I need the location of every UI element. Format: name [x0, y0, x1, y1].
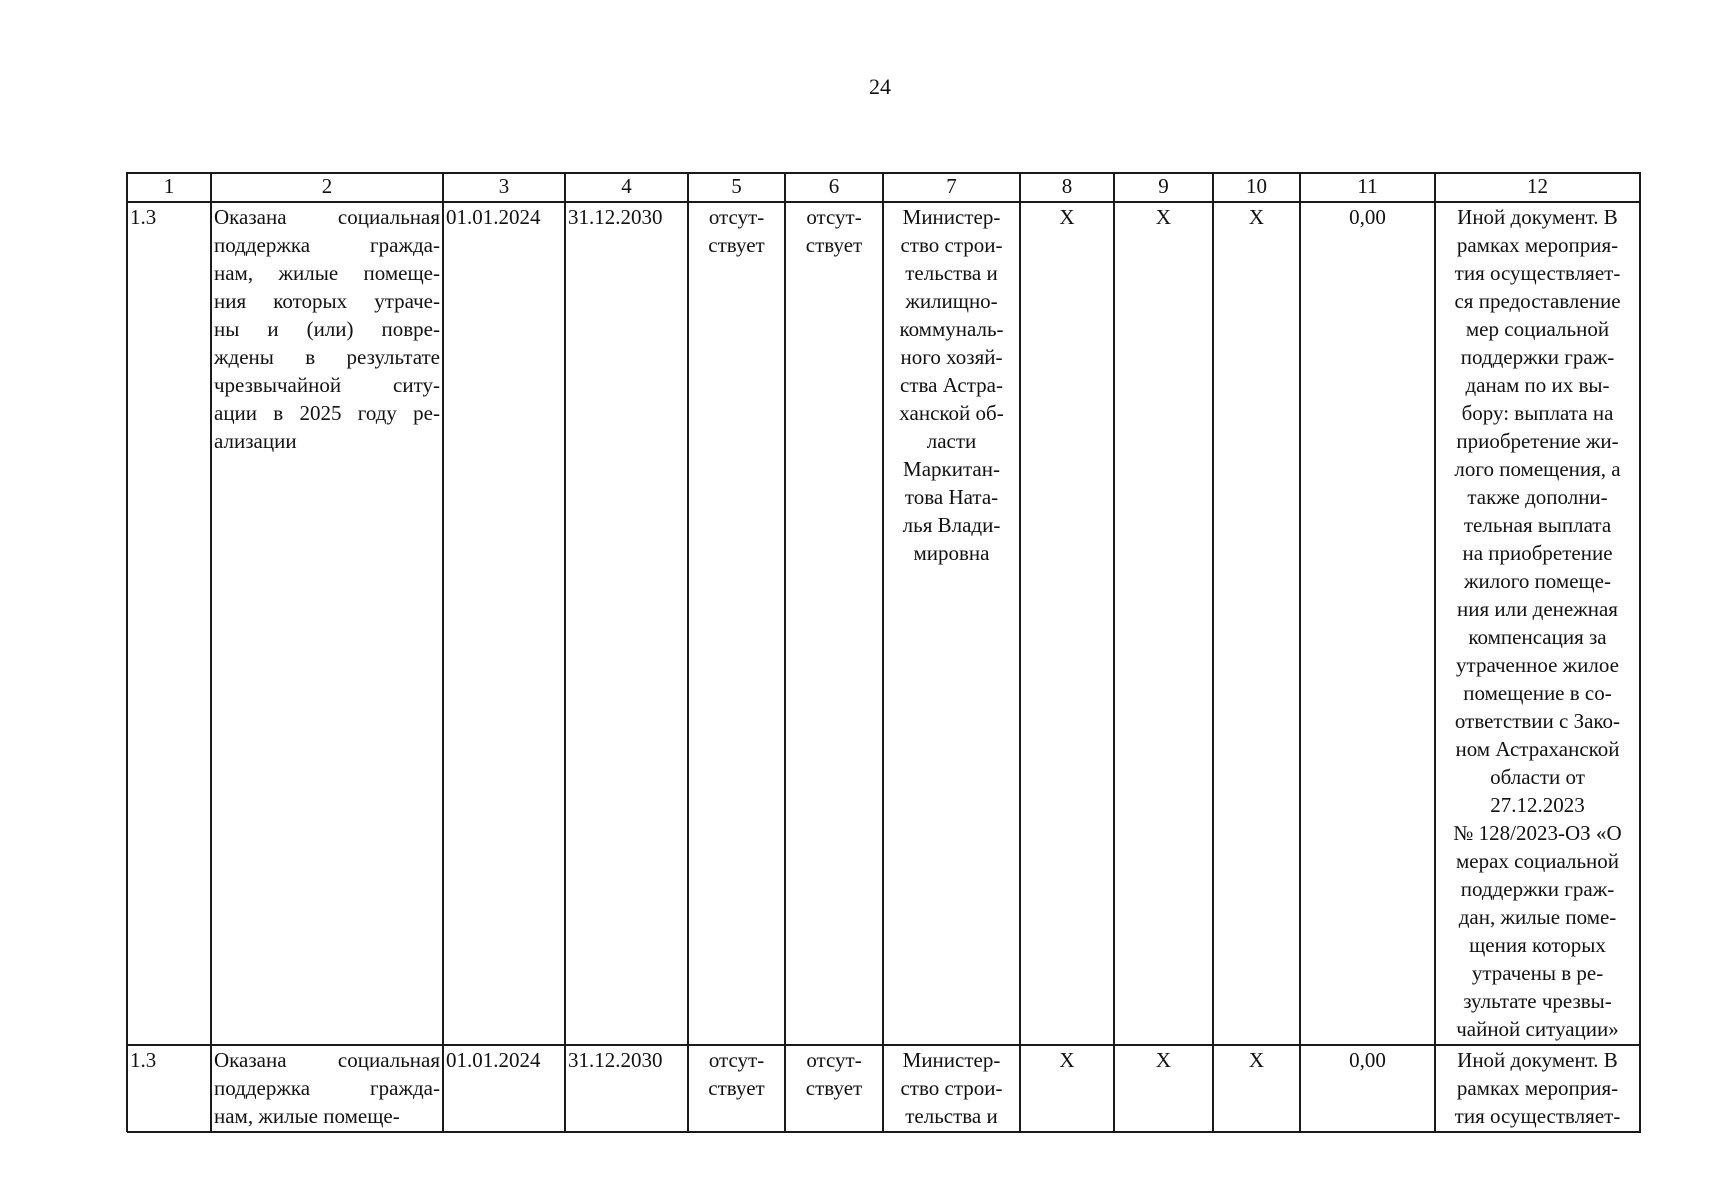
cell-text-line: ствует — [708, 233, 765, 257]
cell-text-line: коммуналь- — [899, 317, 1004, 341]
cell-text-line: X — [1248, 1048, 1265, 1072]
row-1-cell-start — [443, 203, 565, 1045]
cell-text-line: также дополни- — [1467, 485, 1608, 509]
cell-text-line: нам, жилые помеще- — [214, 1104, 400, 1128]
cell-text-line: ного хозяй- — [900, 345, 1003, 369]
cell-text-line: X — [1155, 1048, 1172, 1072]
cell-text-line: ния которых утраче- — [214, 289, 440, 313]
row-2-cell-result — [211, 1046, 443, 1132]
cell-text-line: утраченное жилое — [1456, 653, 1619, 677]
row-1-cell-col9 — [1114, 203, 1213, 1045]
row-1-cell-end — [565, 203, 688, 1045]
header-cell-5: 5 — [731, 174, 742, 198]
cell-text-line: жилого помеще- — [1464, 569, 1611, 593]
cell-text-line: поддержка гражда- — [214, 233, 440, 257]
row-2-cell-col10 — [1213, 1046, 1300, 1132]
cell-text-line: поддержка гражда- — [214, 1076, 440, 1100]
table-border-v-4 — [687, 172, 689, 1132]
cell-text-line: X — [1155, 205, 1172, 229]
cell-text-line: 27.12.2023 — [1490, 793, 1585, 817]
cell-text-line: 0,00 — [1349, 205, 1386, 229]
row-2-cell-num — [127, 1046, 211, 1132]
row-1-cell-col5 — [688, 203, 785, 1045]
cell-text-line: X — [1059, 205, 1075, 229]
row-1-cell-col6 — [785, 203, 883, 1045]
cell-text-line: приобретение жи- — [1456, 429, 1619, 453]
cell-text-line: отсут- — [806, 1048, 862, 1072]
cell-text-line: жилищно- — [905, 289, 998, 313]
cell-text-line: ны и (или) повре- — [214, 317, 440, 341]
table-border-h-2 — [127, 1044, 1641, 1046]
cell-text-line: ласти — [926, 429, 977, 453]
header-cell-11: 11 — [1357, 174, 1378, 198]
cell-text-line: 01.01.2024 — [446, 1048, 541, 1072]
cell-text-line: мерах социальной — [1455, 849, 1620, 873]
cell-text-line: 31.12.2030 — [568, 1048, 663, 1072]
header-cell-12: 12 — [1527, 174, 1548, 198]
cell-text-line: 1.3 — [130, 1048, 157, 1072]
header-cell-6: 6 — [828, 174, 840, 198]
header-cell-8: 8 — [1061, 174, 1073, 198]
cell-text-line: ализации — [214, 429, 297, 453]
cell-text-line: Иной документ. В — [1457, 1048, 1618, 1072]
cell-text-line: нам, жилые помеще- — [214, 261, 440, 285]
cell-text-line: 1.3 — [130, 205, 157, 229]
cell-text-line: дан, жилые поме- — [1458, 905, 1617, 929]
cell-text-line: ства Астра- — [900, 373, 1003, 397]
cell-text-line: бору: выплата на — [1461, 401, 1614, 425]
table-border-h-1 — [127, 201, 1641, 203]
cell-text-line: № 128/2023-ОЗ «О — [1453, 821, 1622, 845]
table-border-v-0 — [126, 172, 128, 1132]
cell-text-line: тельства и — [905, 261, 998, 285]
cell-text-line: ации в 2025 году ре- — [214, 401, 440, 425]
row-1-cell-amount — [1300, 203, 1435, 1045]
row-2-cell-document — [1435, 1046, 1640, 1132]
cell-text-line: Министер- — [902, 205, 1001, 229]
cell-text-line: ство строи- — [900, 1076, 1003, 1100]
cell-text-line: тельная выплата — [1463, 513, 1612, 537]
cell-text-line: ном Астраханской — [1455, 737, 1620, 761]
cell-text-line: тия осуществляет- — [1454, 261, 1621, 285]
row-2-cell-col5 — [688, 1046, 785, 1132]
header-cell-3: 3 — [498, 174, 510, 198]
header-cell-7: 7 — [946, 174, 957, 198]
cell-text-line: компенсация за — [1468, 625, 1607, 649]
cell-text-line: ханской об- — [899, 401, 1004, 425]
row-2-cell-responsible — [883, 1046, 1020, 1132]
row-2-cell-col8 — [1020, 1046, 1114, 1132]
cell-text-line: помещение в со- — [1463, 681, 1612, 705]
cell-text-line: зультате чрезвы- — [1463, 989, 1612, 1013]
row-1-cell-num — [127, 203, 211, 1045]
row-1-cell-result — [211, 203, 443, 1045]
cell-text-line: мер социальной — [1465, 317, 1610, 341]
table-border-v-10 — [1299, 172, 1301, 1132]
cell-text-line: поддержки граж- — [1460, 345, 1615, 369]
cell-text-line: ствует — [708, 1076, 765, 1100]
cell-text-line: Оказана социальная — [214, 205, 440, 229]
cell-text-line: ся предоставление — [1454, 289, 1621, 313]
cell-text-line: отсут- — [806, 205, 862, 229]
header-cell-1: 1 — [163, 174, 175, 198]
cell-text-line: чрезвычайной ситу- — [214, 373, 440, 397]
cell-text-line: щения которых — [1469, 933, 1606, 957]
cell-text-line: това Ната- — [904, 485, 999, 509]
cell-text-line: отсут- — [708, 1048, 765, 1072]
table-border-h-0 — [127, 172, 1641, 174]
header-cell-10: 10 — [1246, 174, 1267, 198]
header-cell-2: 2 — [321, 174, 333, 198]
cell-text-line: тия осуществляет- — [1454, 1104, 1621, 1128]
table-border-v-6 — [882, 172, 884, 1132]
table-border-v-12 — [1639, 172, 1641, 1132]
cell-text-line: X — [1248, 205, 1265, 229]
cell-text-line: ния или денежная — [1457, 597, 1618, 621]
cell-text-line: ждены в результате — [214, 345, 440, 369]
header-cell-9: 9 — [1158, 174, 1169, 198]
table-border-v-9 — [1212, 172, 1214, 1132]
row-1-cell-document — [1435, 203, 1640, 1045]
cell-text-line: X — [1059, 1048, 1075, 1072]
cell-text-line: на приобретение — [1462, 541, 1613, 565]
cell-text-line: ствует — [805, 1076, 863, 1100]
table-border-v-5 — [784, 172, 786, 1132]
header-cell-4: 4 — [621, 174, 632, 198]
cell-text-line: Иной документ. В — [1457, 205, 1618, 229]
cell-text-line: рамках мероприя- — [1456, 233, 1619, 257]
cell-text-line: ство строи- — [900, 233, 1003, 257]
table-border-v-3 — [564, 172, 566, 1132]
cell-text-line: рамках мероприя- — [1456, 1076, 1619, 1100]
cell-text-line: 01.01.2024 — [446, 205, 541, 229]
cell-text-line: Министер- — [902, 1048, 1001, 1072]
row-2-cell-col6 — [785, 1046, 883, 1132]
table-border-v-11 — [1434, 172, 1436, 1132]
cell-text-line: чайной ситуации» — [1456, 1017, 1619, 1041]
row-1-cell-col8 — [1020, 203, 1114, 1045]
page-number: 24 — [869, 74, 891, 99]
cell-text-line: утрачены в ре- — [1471, 961, 1604, 985]
cell-text-line: поддержки граж- — [1460, 877, 1615, 901]
row-2-cell-col9 — [1114, 1046, 1213, 1132]
cell-text-line: ствует — [805, 233, 863, 257]
table-border-v-1 — [210, 172, 212, 1132]
cell-text-line: тельства и — [905, 1104, 998, 1128]
table-border-v-7 — [1019, 172, 1021, 1132]
table-border-v-2 — [442, 172, 444, 1132]
table-border-h-3 — [127, 1131, 1641, 1133]
row-2-cell-start — [443, 1046, 565, 1132]
row-2-cell-end — [565, 1046, 688, 1132]
cell-text-line: ответствии с Зако- — [1454, 709, 1621, 733]
cell-text-line: Маркитан- — [903, 457, 1000, 481]
table-border-v-8 — [1113, 172, 1115, 1132]
cell-text-line: области от — [1490, 765, 1585, 789]
row-2-cell-amount — [1300, 1046, 1435, 1132]
row-1-cell-col10 — [1213, 203, 1300, 1045]
cell-text-line: лья Влади- — [902, 513, 1001, 537]
cell-text-line: 0,00 — [1349, 1048, 1386, 1072]
cell-text-line: 31.12.2030 — [568, 205, 663, 229]
row-1-cell-responsible — [883, 203, 1020, 1045]
cell-text-line: данам по их вы- — [1465, 373, 1610, 397]
cell-text-line: отсут- — [708, 205, 765, 229]
cell-text-line: мировна — [913, 541, 990, 565]
cell-text-line: Оказана социальная — [214, 1048, 440, 1072]
cell-text-line: лого помещения, а — [1454, 457, 1621, 481]
